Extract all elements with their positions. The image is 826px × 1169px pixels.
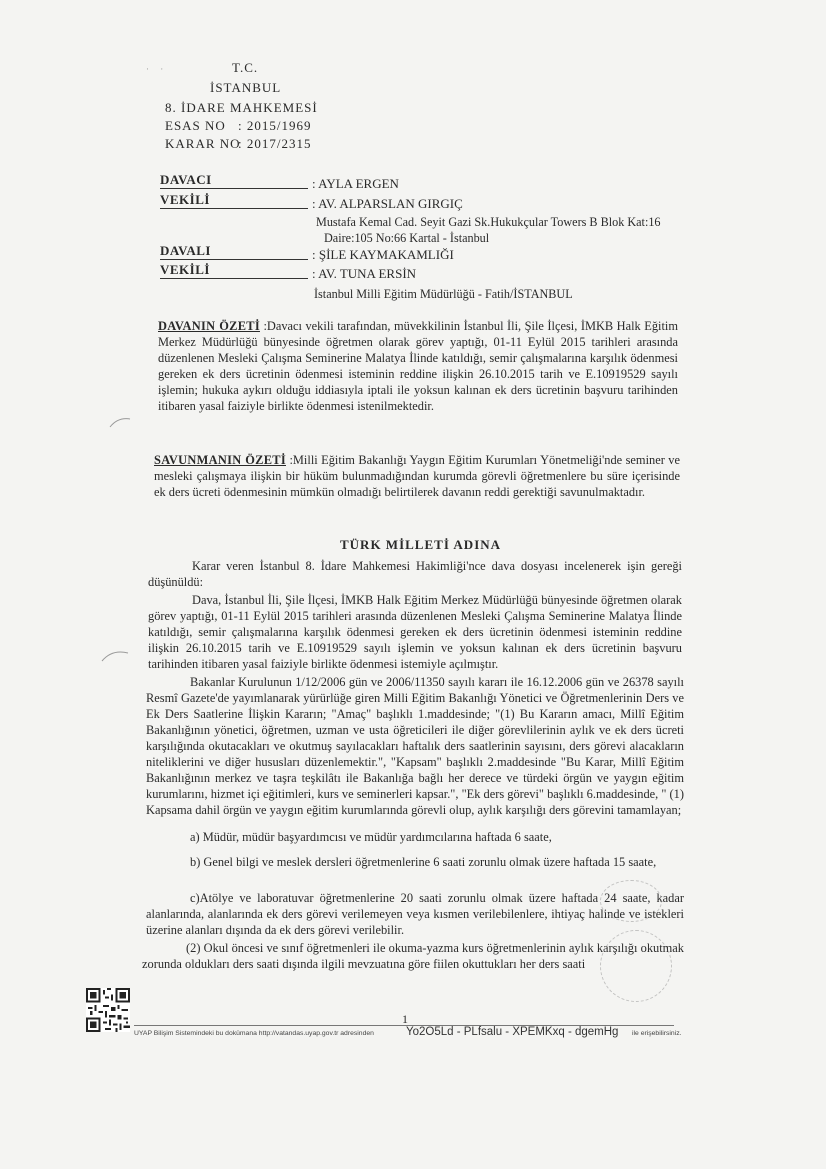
esas-value: : 2015/1969 [238, 118, 312, 133]
list-item-c: c)Atölye ve laboratuvar öğretmenlerine 20 saati zorunlu olmak üzere haftada 24 saate, kadar alanlarında, alanlarında ek ders görevi verilemeyen veya kısmen verilebilenlere, ihtiyaç halinde ve istekleri üzerine alanları dışında da ek ders görevi verilebilir. [146, 891, 684, 937]
davali-value: : ŞİLE KAYMAKAMLIĞI [312, 247, 454, 262]
davanin-ozeti-paragraph [158, 318, 678, 414]
official-stamp-mark [600, 930, 672, 1002]
signature-mark [600, 880, 662, 922]
vekil2-label: VEKİLİ [160, 262, 308, 279]
vekil1-address-line1: Mustafa Kemal Cad. Seyit Gazi Sk.Hukukçular Towers B Blok Kat:16 [316, 215, 661, 229]
list-item-b: b) Genel bilgi ve meslek dersleri öğretmenlerine 6 saati zorunlu olmak üzere haftada 15 saate, [190, 855, 657, 869]
city-heading: İSTANBUL [210, 80, 282, 95]
uyap-footer-tail: ile erişebilirsiniz. [632, 1030, 682, 1037]
davanin-ozeti-label: DAVANIN ÖZETİ [158, 319, 260, 333]
tc-heading: T.C. [232, 60, 259, 75]
savunmanin-ozeti-text: :Milli Eğitim Bakanlığı Yaygın Eğitim Kurumları Yönetmeliği'nde seminer ve mesleki çalışmaya ilişkin bir hüküm bulunmadığından kurumda görevli öğretmenlere bu süre içerisinde ek ders ücreti ödenmesinin mümkün olmadığı belirtilerek davanın reddi gerektiği savunulmaktadır. [154, 453, 681, 499]
margin-dots: · · [146, 64, 164, 74]
davanin-ozeti-text: :Davacı vekili tarafından, müvekkilinin İstanbul İli, Şile İlçesi, İMKB Halk Eğitim Merkez Müdürlüğü bünyesinde öğretmen olarak görev yaptığı, 01-11 Eylül 2015 tarihleri arasında düzenlenen Mesleki Çalışma Seminerine Malatya İlinde katıldığı, semir çalışmalarına karşılık ödenmesi gereken ek ders ücretinin ödenmesi isteminin reddine ilişkin 26.10.2015 tarih ve E.10919529 sayılı işlemin; hukuka aykırı olduğu iddiasıyla iptali ile yoksun kalınan ek ders ücretinin başvuru tarihinden itibaren yasal faiziyle birlikte ödenmesi istenilmektedir. [158, 319, 678, 413]
vekil1-address-line2: Daire:105 No:66 Kartal - İstanbul [324, 231, 490, 245]
karar-label: KARAR NO [165, 136, 241, 151]
esas-label: ESAS NO [165, 118, 226, 133]
decision-title: TÜRK MİLLETİ ADINA [340, 537, 502, 552]
vekil2-address: İstanbul Milli Eğitim Müdürlüğü - Fatih/İSTANBUL [314, 287, 573, 301]
page-number: 1 [402, 1012, 408, 1026]
davaci-label: DAVACI [160, 172, 308, 189]
vekil1-value: : AV. ALPARSLAN GIRGIÇ [312, 196, 463, 211]
list-item-2: (2) Okul öncesi ve sınıf öğretmenleri ile okuma-yazma kurs öğretmenlerinin aylık karşılığı okutmak zorunda oldukları ders saati dışında ilgili mevzuatına göre fiilen okuttukları her ders saati [142, 941, 684, 971]
uyap-verification-code: Yo2O5Ld - PLfsalu - XPEMKxq - dgemHg [406, 1026, 619, 1038]
margin-mark [108, 415, 132, 431]
karar-value: : 2017/2315 [238, 136, 312, 151]
vekil1-label: VEKİLİ [160, 192, 308, 209]
body-paragraph-1: Karar veren İstanbul 8. İdare Mahkemesi Hakimliği'nce dava dosyası incelenerek işin gereği düşünüldü: [148, 559, 682, 589]
vekil2-value: : AV. TUNA ERSİN [312, 266, 417, 281]
body-paragraph-2: Dava, İstanbul İli, Şile İlçesi, İMKB Halk Eğitim Merkez Müdürlüğü bünyesinde öğretmen olarak görev yaptığı, 01-11 Eylül 2015 tarihleri arasında düzenlenen Mesleki Çalışma Seminerine Malatya İlinde katıldığı, semir çalışmalarına karşılık ödenmesi gereken ek ders ücretinin ödenmesi isteminin reddine ilişkin 26.10.2015 tarih ve E.10919529 sayılı işlemin ve yoksun kalınan ek ders ücretinin başvuru tarihinden itibaren yasal faiziyle birlikte ödenmesi istemiyle açılmıştır. [148, 593, 682, 671]
list-item-a: a) Müdür, müdür başyardımcısı ve müdür yardımcılarına haftada 6 saate, [190, 830, 552, 844]
savunmanin-ozeti-label: SAVUNMANIN ÖZETİ [154, 453, 286, 467]
davaci-value: : AYLA ERGEN [312, 176, 399, 191]
body-paragraph-3: Bakanlar Kurulunun 1/12/2006 gün ve 2006/11350 sayılı kararı ile 16.12.2006 gün ve 26378 sayılı Resmî Gazete'de yayımlanarak yürürlüğe giren Milli Eğitim Bakanlığı Yönetici ve Öğretmenlerinin Ders ve Ek Ders Saatlerine İlişkin Kararın; "Amaç" başlıklı 1.maddesinde; "(1) Bu Kararın amacı, Millî Eğitim Bakanlığının yönetici, öğretmen, uzman ve usta öğreticileri ile diğer görevlilerinin aylık ve ek ders ücreti karşılığında okutacakları ve okutmuş sayılacakları haftalık ders saatlerinin sayısını, ders görevi alacakların niteliklerini ve diğer hususları düzenlemektir.", "Kapsam" başlıklı 2.maddesinde "Bu Karar, Millî Eğitim Bakanlığının merkez ve taşra teşkilâtı ile Bakanlığa bağlı her derece ve türdeki örgün ve yaygın eğitim kurumlarını, hizmet içi eğitimleri, kurs ve seminerleri kapsar.", "Ek ders görevi" başlıklı 6.maddesinde, " (1) Kapsama dahil örgün ve yaygın eğitim kurumlarında görevli olup, aylık karşılığı ders görevini tamamlayan; [146, 675, 684, 817]
margin-mark [100, 647, 130, 665]
court-heading: 8. İDARE MAHKEMESİ [165, 100, 318, 115]
uyap-footer-text: UYAP Bilişim Sistemindeki bu dokümana http://vatandas.uyap.gov.tr adresinden [134, 1030, 374, 1037]
davali-label: DAVALI [160, 243, 308, 260]
savunmanin-ozeti-paragraph [154, 452, 680, 500]
qr-code-icon [86, 988, 130, 1032]
